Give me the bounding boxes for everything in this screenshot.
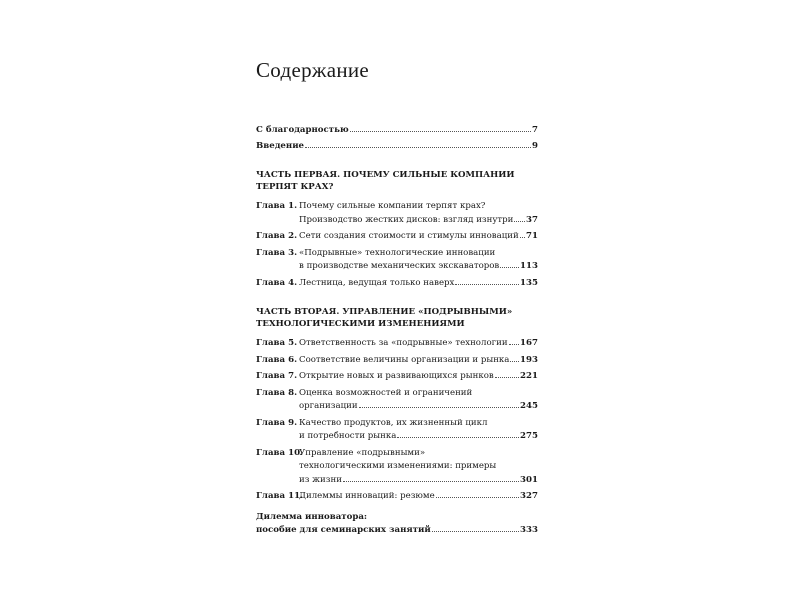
page-number: 135 — [520, 277, 538, 288]
page-title: Содержание — [256, 58, 370, 82]
chapter-label: Глава 8. — [256, 387, 298, 398]
leader-dots — [350, 131, 531, 132]
page-number: 71 — [526, 231, 538, 241]
chapter-label: Глава 1. — [256, 201, 298, 211]
page-number: 327 — [520, 491, 538, 501]
chapter-label: Глава 7. — [256, 371, 298, 381]
toc-entry-introduction: Введение 9 — [256, 140, 538, 151]
page-number: 113 — [520, 261, 538, 271]
page-number: 333 — [520, 525, 538, 535]
toc-entry-chapter-1: Глава 1. Почему сильные компании терпят крах? Производство жестких дисков: взгляд изнутри 37 — [256, 200, 538, 227]
toc-entry-chapter-11: Глава 11. Дилеммы инноваций: резюме 327 — [256, 490, 538, 504]
chapter-label: Глава 6. — [256, 354, 298, 365]
toc-entry-chapter-10: Глава 10. Управление «подрывными» технологическими изменениями: примеры из жизни 301 — [256, 447, 538, 488]
chapter-label: Глава 10. — [256, 447, 304, 458]
chapter-label: Глава 11. — [256, 491, 304, 501]
page-number: 245 — [520, 401, 538, 411]
chapter-label: Глава 9. — [256, 417, 298, 428]
page-number: 167 — [520, 338, 538, 348]
page-number: 221 — [520, 371, 538, 381]
toc-entry-chapter-2: Глава 2. Сети создания стоимости и стимулы инноваций 71 — [256, 230, 538, 244]
toc-entry-chapter-5: Глава 5. Ответственность за «подрывные» технологии 167 — [256, 337, 538, 351]
page-number: 275 — [520, 431, 538, 441]
part-heading-2: ЧАСТЬ ВТОРАЯ. УПРАВЛЕНИЕ «ПОДРЫВНЫМИ» ТЕХНОЛОГИЧЕСКИМИ ИЗМЕНЕНИЯМИ — [256, 307, 513, 329]
page-number: 193 — [520, 354, 538, 365]
toc-entry-chapter-9: Глава 9. Качество продуктов, их жизненный цикл и потребности рынка 275 — [256, 417, 538, 444]
chapter-label: Глава 4. — [256, 277, 298, 288]
toc-entry-chapter-4: Глава 4. Лестница, ведущая только наверх 135 — [256, 277, 538, 291]
toc-entry-chapter-8: Глава 8. Оценка возможностей и ограничений организации 245 — [256, 387, 538, 414]
chapter-label: Глава 5. — [256, 338, 298, 348]
toc-entry-acknowledgements: С благодарностью 7 — [256, 125, 538, 135]
chapter-label: Глава 2. — [256, 231, 298, 241]
chapter-label: Глава 3. — [256, 247, 298, 258]
leader-dots — [305, 147, 531, 148]
page-number: 301 — [520, 474, 538, 485]
toc-entry-chapter-7: Глава 7. Открытие новых и развивающихся рынков 221 — [256, 370, 538, 384]
table-of-contents — [256, 124, 538, 538]
toc-entry-chapter-6: Глава 6. Соответствие величины организации и рынка 193 — [256, 354, 538, 368]
page-number: 37 — [526, 214, 538, 225]
toc-entry-appendix: Дилемма инноватора: пособие для семинарских занятий 333 — [256, 511, 538, 538]
part-heading-1: ЧАСТЬ ПЕРВАЯ. ПОЧЕМУ СИЛЬНЫЕ КОМПАНИИ ТЕРПЯТ КРАХ? — [256, 170, 515, 192]
toc-entry-chapter-3: Глава 3. «Подрывные» технологические инновации в производстве механических экскаваторов 113 — [256, 247, 538, 274]
